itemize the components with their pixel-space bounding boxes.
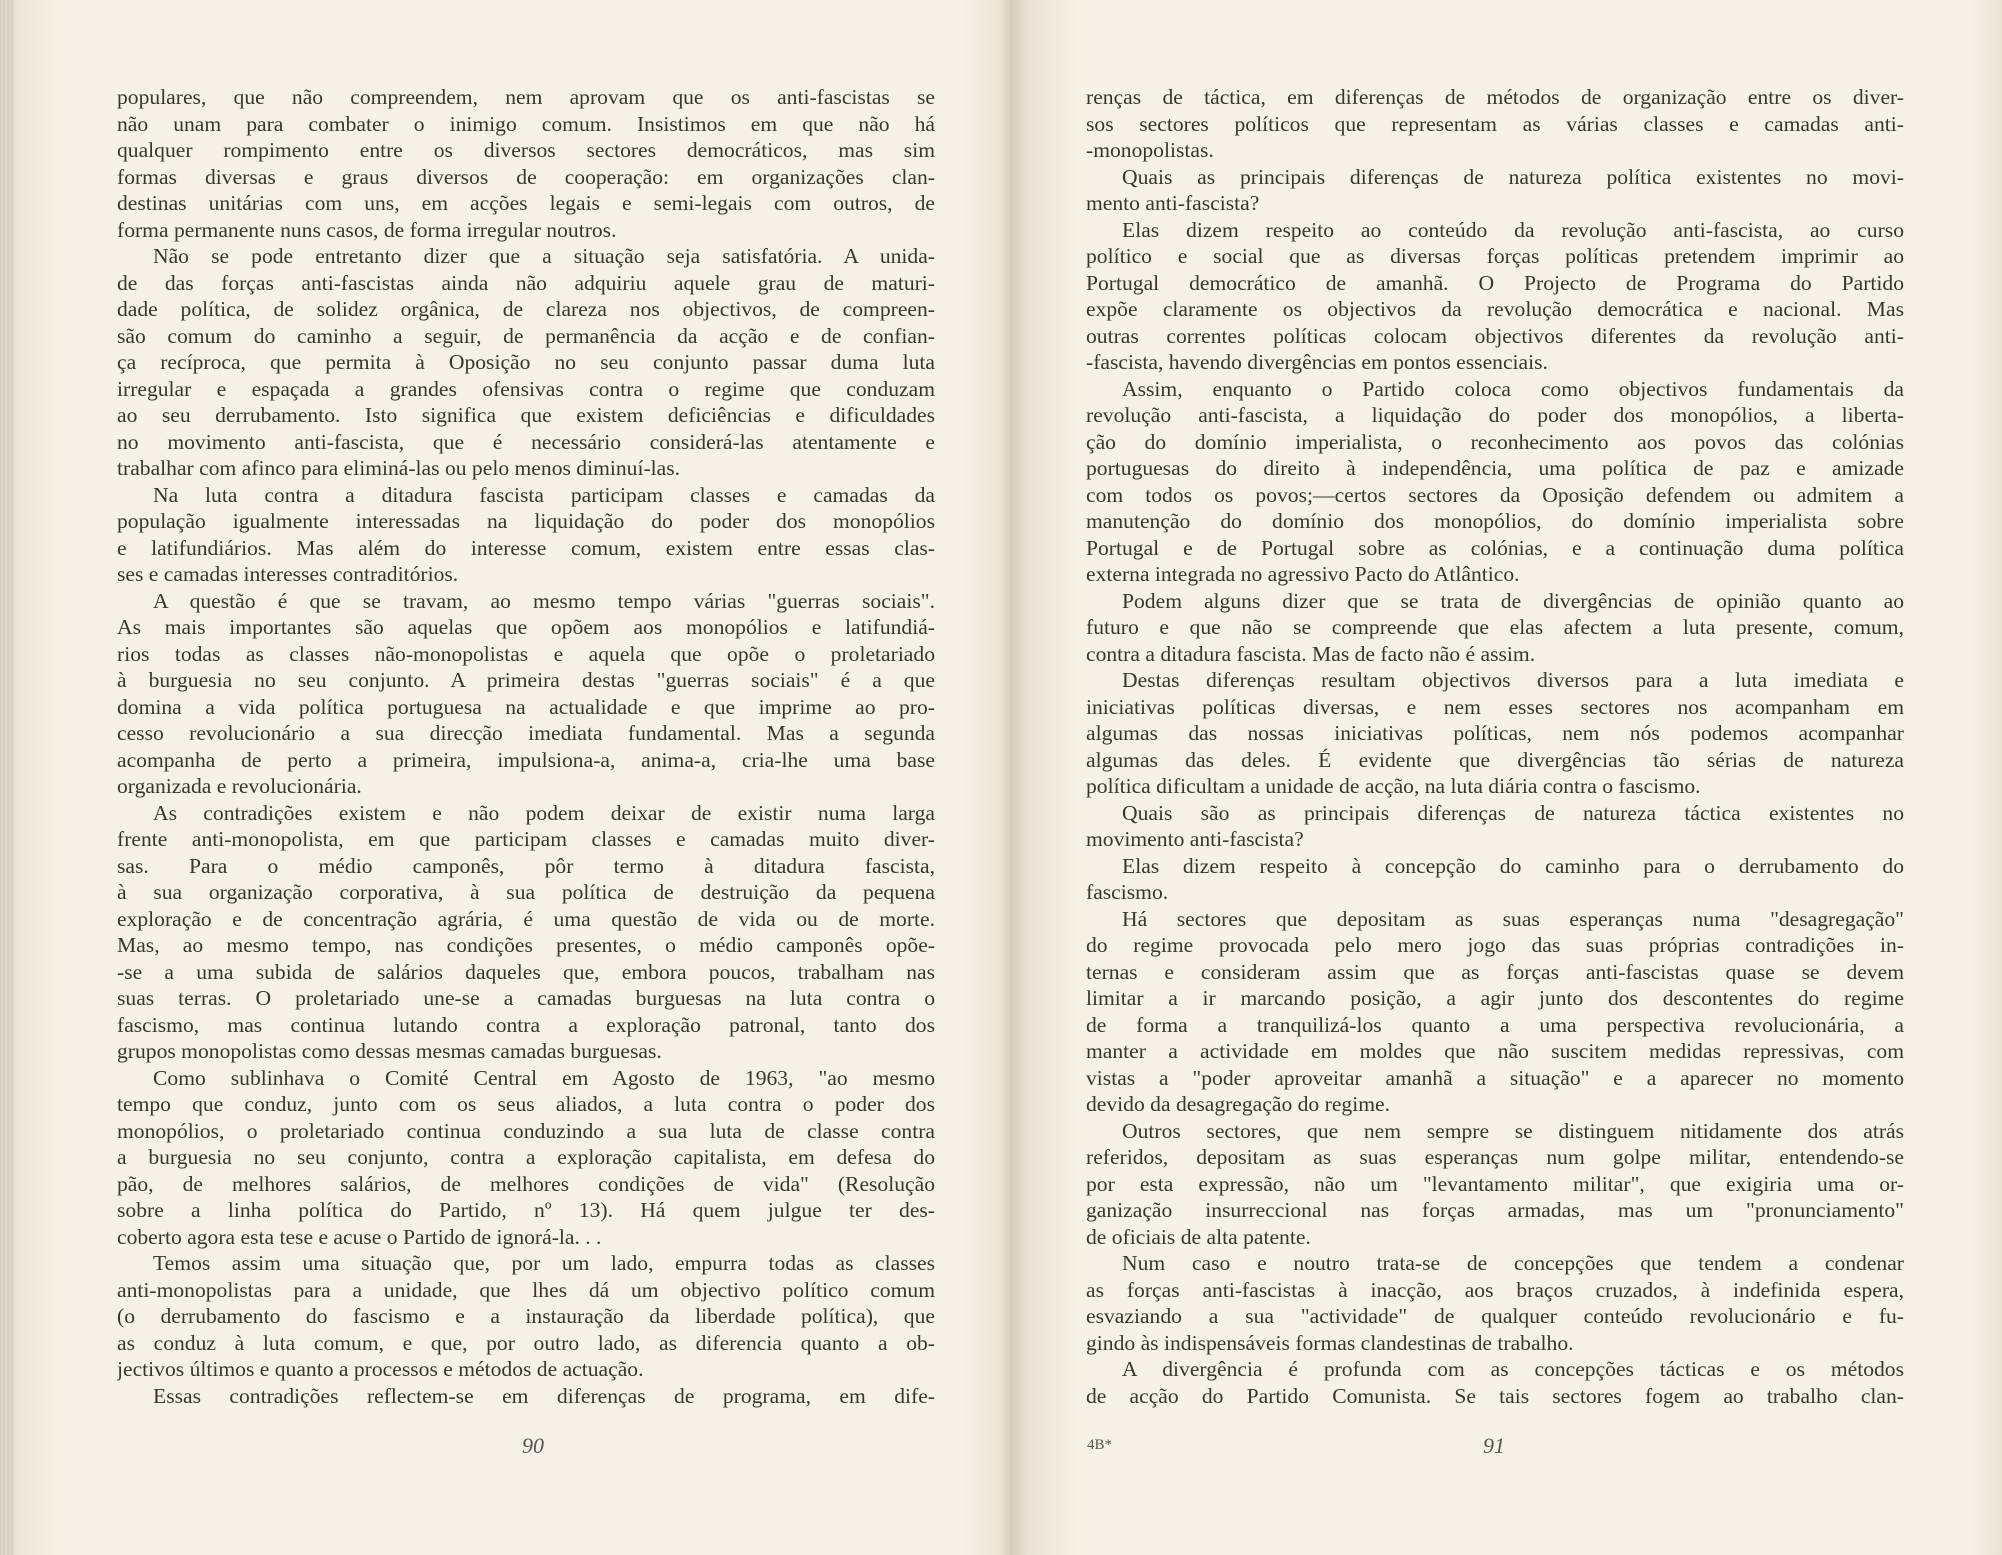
text-line: Destas diferenças resultam objectivos diversos para a luta imediata e xyxy=(1122,668,1904,692)
text-line: frente anti-monopolista, em que participam classes e camadas muito diver- xyxy=(117,827,935,851)
text-line: -se a uma subida de salários daqueles que, embora poucos, trabalham nas xyxy=(117,959,935,984)
text-line: (o derrubamento do fascismo e a instauração da liberdade política), que xyxy=(117,1304,935,1328)
text-line: político e social que as diversas forças políticas pretendem imprimir ao xyxy=(1086,244,1904,268)
text-line: com todos os povos;—certos sectores da Oposição defendem ou admitem a xyxy=(1086,482,1904,507)
text-line: tempo que conduz, junto com os seus aliados, a luta contra o poder dos xyxy=(117,1092,935,1116)
text-line: sas. Para o médio camponês, pôr termo à ditadura fascista, xyxy=(117,853,935,878)
page-edge xyxy=(0,0,14,1555)
text-line: revolução anti-fascista, a liquidação do poder dos monopólios, a liberta- xyxy=(1086,403,1904,427)
text-line: algumas das nossas iniciativas políticas, nem nós podemos acompanhar xyxy=(1086,721,1904,745)
text-line: anti-monopolistas para a unidade, que lhes dá um objectivo político comum xyxy=(117,1277,935,1302)
text-line: Essas contradições reflectem-se em diferenças de programa, em dife- xyxy=(153,1383,935,1408)
text-line: futuro e que não se compreende que elas afectem a luta presente, comum, xyxy=(1086,615,1904,639)
text-line: por esta expressão, não um "levantamento militar", que exigiria uma or- xyxy=(1086,1171,1904,1196)
text-line: expõe claramente os objectivos da revolução democrática e nacional. Mas xyxy=(1086,297,1904,321)
text-line: Há sectores que depositam as suas esperanças numa "desagregação" xyxy=(1122,906,1904,931)
text-line: organizada e revolucionária. xyxy=(117,774,362,798)
text-line: cesso revolucionário a sua direcção imediata fundamental. Mas a segunda xyxy=(117,721,935,745)
text-line: destinas unitárias com uns, em acções legais e semi-legais com outros, de xyxy=(117,191,935,215)
text-line: Quais as principais diferenças de natureza política existentes no movi- xyxy=(1122,164,1904,189)
text-line: monopólios, o proletariado continua conduzindo a sua luta de classe contra xyxy=(117,1118,935,1143)
text-line: grupos monopolistas como dessas mesmas camadas burguesas. xyxy=(117,1039,662,1063)
text-line: referidos, depositam as suas esperanças num golpe militar, entendendo-se xyxy=(1086,1145,1904,1169)
text-line: no movimento anti-fascista, que é necessário considerá-las atentamente e xyxy=(117,429,935,454)
text-line: irregular e espaçada a grandes ofensivas contra o regime que conduzam xyxy=(117,376,935,401)
page-number-right: 91 xyxy=(1483,1433,1505,1458)
text-line: exploração e de concentração agrária, é uma questão de vida ou de morte. xyxy=(117,906,935,931)
text-line: As mais importantes são aquelas que opõem aos monopólios e latifundiá- xyxy=(117,615,935,639)
text-line: coberto agora esta tese e acuse o Partido de ignorá-la. . . xyxy=(117,1224,602,1249)
text-line: algumas das deles. É evidente que divergências tão sérias de natureza xyxy=(1086,747,1904,772)
text-line: são comum do caminho a seguir, de permanência da acção e de confian- xyxy=(117,323,935,348)
text-line: gindo às indispensáveis formas clandestinas de trabalho. xyxy=(1086,1330,1574,1355)
text-line: contra a ditadura fascista. Mas de facto não é assim. xyxy=(1086,641,1536,666)
text-line: Como sublinhava o Comité Central em Agosto de 1963, "ao mesmo xyxy=(153,1065,935,1090)
text-line: iniciativas políticas diversas, e nem esses sectores nos acompanham em xyxy=(1086,694,1904,719)
text-line: outras correntes políticas colocam objectivos diferentes da revolução anti- xyxy=(1086,323,1904,348)
text-line: Num caso e noutro trata-se de concepções que tendem a condenar xyxy=(1122,1251,1904,1275)
text-line: rios todas as classes não-monopolistas e aquela que opõe o proletariado xyxy=(117,641,935,666)
right-page-text xyxy=(1086,84,1904,1409)
text-line: ça recíproca, que permita à Oposição no seu conjunto passar duma luta xyxy=(117,350,935,374)
text-line: política dificultam a unidade de acção, na luta diária contra o fascismo. xyxy=(1086,774,1701,798)
text-line: fascismo. xyxy=(1086,880,1169,904)
text-line: Não se pode entretanto dizer que a situação seja satisfatória. A unida- xyxy=(153,244,935,268)
text-line: Portugal e de Portugal sobre as colónias, e a continuação duma política xyxy=(1086,535,1904,560)
text-line: de oficiais de alta patente. xyxy=(1086,1224,1311,1249)
text-line: dade política, de solidez orgânica, de clareza nos objectivos, de compreen- xyxy=(117,297,935,321)
text-line: qualquer rompimento entre os diversos sectores democráticos, mas sim xyxy=(117,138,935,162)
text-line: Assim, enquanto o Partido coloca como objectivos fundamentais da xyxy=(1122,376,1904,401)
text-line: sobre a linha política do Partido, nº 13). Há quem julgue ter des- xyxy=(117,1198,935,1222)
text-line: limitar a ir marcando posição, a agir junto dos descontentes do regime xyxy=(1086,986,1904,1010)
text-line: -fascista, havendo divergências em pontos essenciais. xyxy=(1086,350,1548,374)
text-line: não unam para combater o inimigo comum. Insistimos em que não há xyxy=(117,111,935,136)
text-line: renças de táctica, em diferenças de métodos de organização entre os diver- xyxy=(1086,85,1904,109)
text-line: Outros sectores, que nem sempre se distinguem nitidamente dos atrás xyxy=(1122,1118,1904,1143)
text-line: ses e camadas interesses contraditórios. xyxy=(117,562,459,586)
text-line: suas terras. O proletariado une-se a camadas burguesas na luta contra o xyxy=(117,986,935,1010)
text-line: ternas e consideram assim que as forças anti-fascistas quase se devem xyxy=(1086,959,1904,984)
text-line: portuguesas do direito à independência, uma política de paz e amizade xyxy=(1086,456,1904,480)
text-line: Portugal democrático de amanhã. O Projecto de Programa do Partido xyxy=(1086,270,1904,295)
text-line: de acção do Partido Comunista. Se tais sectores fogem ao trabalho clan- xyxy=(1086,1383,1904,1408)
text-line: movimento anti-fascista? xyxy=(1086,827,1304,851)
text-line: externa integrada no agressivo Pacto do Atlântico. xyxy=(1086,562,1520,586)
text-line: Elas dizem respeito à concepção do caminho para o derrubamento do xyxy=(1122,853,1904,878)
text-line: as forças anti-fascistas à inacção, aos braços cruzados, à indefinida espera, xyxy=(1086,1277,1904,1302)
text-line: de forma a tranquilizá-los quanto a uma perspectiva revolucionária, a xyxy=(1086,1012,1904,1037)
text-line: populares, que não compreendem, nem aprovam que os anti-fascistas se xyxy=(117,85,935,109)
text-line: as conduz à luta comum, e que, por outro lado, as diferencia quanto a ob- xyxy=(117,1330,935,1355)
text-line: Na luta contra a ditadura fascista participam classes e camadas da xyxy=(153,482,935,507)
text-line: Temos assim uma situação que, por um lado, empurra todas as classes xyxy=(153,1251,935,1275)
text-line: ção do domínio imperialista, o reconhecimento aos povos das colónias xyxy=(1086,429,1904,454)
text-line: -monopolistas. xyxy=(1086,138,1214,162)
text-line: devido da desagregação do regime. xyxy=(1086,1092,1390,1116)
page-number-left: 90 xyxy=(522,1433,544,1458)
text-line: fascismo, mas continua lutando contra a exploração patronal, tanto dos xyxy=(117,1012,935,1037)
text-line: a burguesia no seu conjunto, contra a exploração capitalista, em defesa do xyxy=(117,1145,935,1169)
text-line: e latifundiários. Mas além do interesse comum, existem entre essas clas- xyxy=(117,535,935,560)
text-line: ganização insurreccional nas forças armadas, mas um "pronunciamento" xyxy=(1086,1198,1904,1222)
text-line: esvaziando a sua "actividade" de qualquer conteúdo revolucionário e fu- xyxy=(1086,1304,1904,1328)
text-line: trabalhar com afinco para eliminá-las ou pelo menos diminuí-las. xyxy=(117,456,681,480)
text-line: Elas dizem respeito ao conteúdo da revolução anti-fascista, ao curso xyxy=(1122,217,1904,242)
text-line: acompanha de perto a primeira, impulsiona-a, anima-a, cria-lhe uma base xyxy=(117,747,935,772)
text-line: pão, de melhores salários, de melhores condições de vida" (Resolução xyxy=(117,1171,935,1196)
text-line: manter a actividade em moldes que não suscitem medidas repressivas, com xyxy=(1086,1039,1904,1063)
text-line: Mas, ao mesmo tempo, nas condições presentes, o médio camponês opõe- xyxy=(117,933,935,957)
text-line: formas diversas e graus diversos de cooperação: em organizações clan- xyxy=(117,164,935,189)
text-line: de das forças anti-fascistas ainda não adquiriu aquele grau de maturi- xyxy=(117,270,935,295)
text-line: população igualmente interessadas na liquidação do poder dos monopólios xyxy=(117,509,935,533)
text-line: manutenção do domínio dos monopólios, do domínio imperialista sobre xyxy=(1086,509,1904,533)
text-line: jectivos últimos e quanto a processos e métodos de actuação. xyxy=(117,1357,644,1381)
text-line: ao seu derrubamento. Isto significa que existem deficiências e dificuldades xyxy=(117,403,935,427)
text-line: As contradições existem e não podem deixar de existir numa larga xyxy=(153,800,935,825)
text-line: mento anti-fascista? xyxy=(1086,191,1260,215)
right-page xyxy=(1010,0,2002,1555)
left-page-text xyxy=(117,84,935,1409)
text-line: Podem alguns dizer que se trata de divergências de opinião quanto ao xyxy=(1122,588,1904,613)
signature-mark: 4B* xyxy=(1087,1437,1113,1453)
text-line: à burguesia no seu conjunto. A primeira destas "guerras sociais" é a que xyxy=(117,668,935,692)
text-line: A questão é que se travam, ao mesmo tempo várias "guerras sociais". xyxy=(153,588,935,613)
text-line: forma permanente nuns casos, de forma irregular noutros. xyxy=(117,217,617,242)
text-line: sos sectores políticos que representam as várias classes e camadas anti- xyxy=(1086,111,1904,136)
text-line: vistas a "poder aproveitar amanhã a situação" e a aparecer no momento xyxy=(1086,1065,1904,1090)
text-line: A divergência é profunda com as concepções tácticas e os métodos xyxy=(1122,1357,1904,1381)
text-line: à sua organização corporativa, à sua política de destruição da pequena xyxy=(117,880,935,904)
text-line: Quais são as principais diferenças de natureza táctica existentes no xyxy=(1122,800,1904,825)
text-line: do regime provocada pelo mero jogo das suas próprias contradições in- xyxy=(1086,933,1904,957)
text-line: domina a vida política portuguesa na actualidade e que imprime ao pro- xyxy=(117,694,935,719)
